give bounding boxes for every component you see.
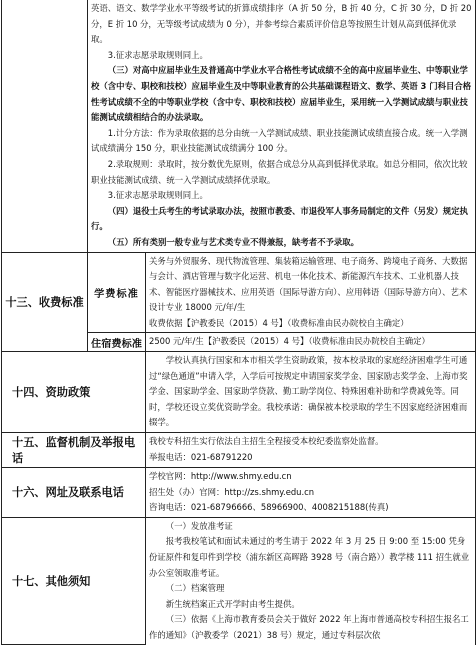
contact-row bbox=[2, 468, 476, 518]
notes-line-0: （一）发放准考证 bbox=[165, 520, 233, 531]
section-13-title: 十三、收费标准 bbox=[2, 252, 88, 352]
fees-row-tuition bbox=[2, 252, 476, 333]
top-content-cell bbox=[88, 0, 476, 252]
accommodation-label: 住宿费标准 bbox=[88, 333, 146, 352]
supervision-row bbox=[2, 433, 476, 468]
accommodation-line-0: 2500 元/年/生【沪教委民（2015）4 号】（收费标准由民办院校自主确定） bbox=[149, 336, 430, 347]
contact-line-admissions-site[interactable]: 招生处（办）官网：http://zs.shmy.edu.cn bbox=[149, 486, 315, 497]
top-line-6: （四）退役士兵考生的考试录取办法，按照市教委、市退役军人事务局制定的文件（另发）规定执行。 bbox=[91, 205, 468, 232]
tuition-content bbox=[146, 252, 476, 333]
notes-row bbox=[2, 517, 476, 644]
tuition-label: 学费标准 bbox=[88, 252, 146, 333]
notes-content bbox=[146, 517, 476, 644]
top-line-0: 英语、语文、数学学业水平等级考试的折算成绩排序（A 折 50 分，B 折 40 分，C 折 30 分，D 折 20 分，E 折 10 分，无等级考试成绩为 0 分），并参考综合素质评价信息等按照生计划从高到低择优录取。 bbox=[91, 3, 472, 45]
supervision-line-1: 举报电话：021-68791220 bbox=[149, 451, 253, 462]
supervision-line-0: 我校专科招生实行依法自主招生全程接受本校纪委监察处监督。 bbox=[149, 436, 384, 447]
notes-line-3: 新生统档案正式开学时由考生提供。 bbox=[165, 598, 300, 609]
notes-line-1: 报考我校笔试和面试未通过的考生请于 2022 年 3 月 25 日 9:00 至 15:00 凭身份证原件和复印件到学校（浦东新区高晖路 3928 号（南合路））教学楼 111 招生就业办公室领取准考证。 bbox=[149, 536, 470, 578]
top-line-7: （五）所有类别一般专业与艺术类专业不得兼报，缺考者不予录取。 bbox=[107, 236, 360, 247]
section-17-title: 十七、其他须知 bbox=[2, 517, 146, 644]
top-line-2: （三）对高中应届毕业生及普通高中学业水平合格性考试成绩不全的高中应届毕业生、中等职业学校（含中专、职校和技校）应届毕业生及中等职业教育的公共基础课程语文、数学、英语 3 门科目合格性考试成绩不全的中等职业学校（含中专、职校和技校）应届毕业生，采用统一入学测试成绩与职业技能测试成绩相结合的办法录取。 bbox=[91, 65, 472, 123]
section-16-title: 十六、网址及联系电话 bbox=[2, 468, 146, 518]
contact-line-phone: 咨询电话：021-68796666、58966900、4008215188(传真) bbox=[149, 502, 389, 513]
contact-content bbox=[146, 468, 476, 518]
aid-row bbox=[2, 352, 476, 433]
top-line-5: 3.征求志愿录取规则同上。 bbox=[107, 190, 208, 201]
top-line-1: 3.征求志愿录取规则同上。 bbox=[107, 49, 208, 60]
accommodation-content bbox=[146, 333, 476, 352]
top-section-row bbox=[2, 0, 476, 252]
supervision-content bbox=[146, 433, 476, 468]
tuition-line-0: 关务与外贸服务、现代物流管理、集装箱运输管理、电子商务、跨境电子商务、大数据与会计、酒店管理与数字化运营、机电一体化技术、新能源汽车技术、工业机器人技术、智能医疗器械技术、应用英语（国际导游方向）、应用韩语（国际导游方向）、艺术设计专业 18000 元/年/生 bbox=[149, 255, 468, 313]
tuition-line-1: 收费依据【沪教委民（2015）4 号】（收费标准由民办院校自主确定） bbox=[149, 317, 409, 328]
aid-content bbox=[146, 352, 476, 433]
top-line-3: 1.计分方法：作为录取依据的总分由统一入学测试成绩、职业技能测试成绩直接合成。统一入学测试成绩满分 150 分，职业技能测试成绩满分 100 分。 bbox=[91, 127, 468, 154]
section-14-title: 十四、资助政策 bbox=[2, 352, 146, 433]
top-left-cell bbox=[2, 0, 88, 252]
contact-line-website[interactable]: 学校官网：http://www.shmy.edu.cn bbox=[149, 471, 292, 482]
section-15-title: 十五、监督机制及举报电话 bbox=[2, 433, 146, 468]
notes-line-2: （二）档案管理 bbox=[165, 583, 225, 594]
aid-line-0: 学校认真执行国家和本市相关学生资助政策，按本校录取的家庭经济困难学生可通过“绿色通道”申请入学，入学后可按规定申请国家奖学金、国家励志奖学金、上海市奖学金、国家助学金、国家助学贷款、勤工助学岗位、特殊困难补助和学费减免等。同时，学校还设立奖优资助学金。我校承诺：确保被本校录取的学生不因家庭经济困难而辍学。 bbox=[149, 355, 468, 428]
top-line-4: 2.录取规则：录取时，按分数优先原则，依据合成总分从高到低择优录取。如总分相同，依次比较职业技能测试成绩、统一入学测试成绩择优录取。 bbox=[91, 158, 468, 185]
notes-line-4: （三）依据《上海市教育委员会关于做好 2022 年上海市普通高校专科招生报名工作的通知》（沪教委学（2021）38 号）规定，通过专科层次依 bbox=[149, 614, 469, 640]
